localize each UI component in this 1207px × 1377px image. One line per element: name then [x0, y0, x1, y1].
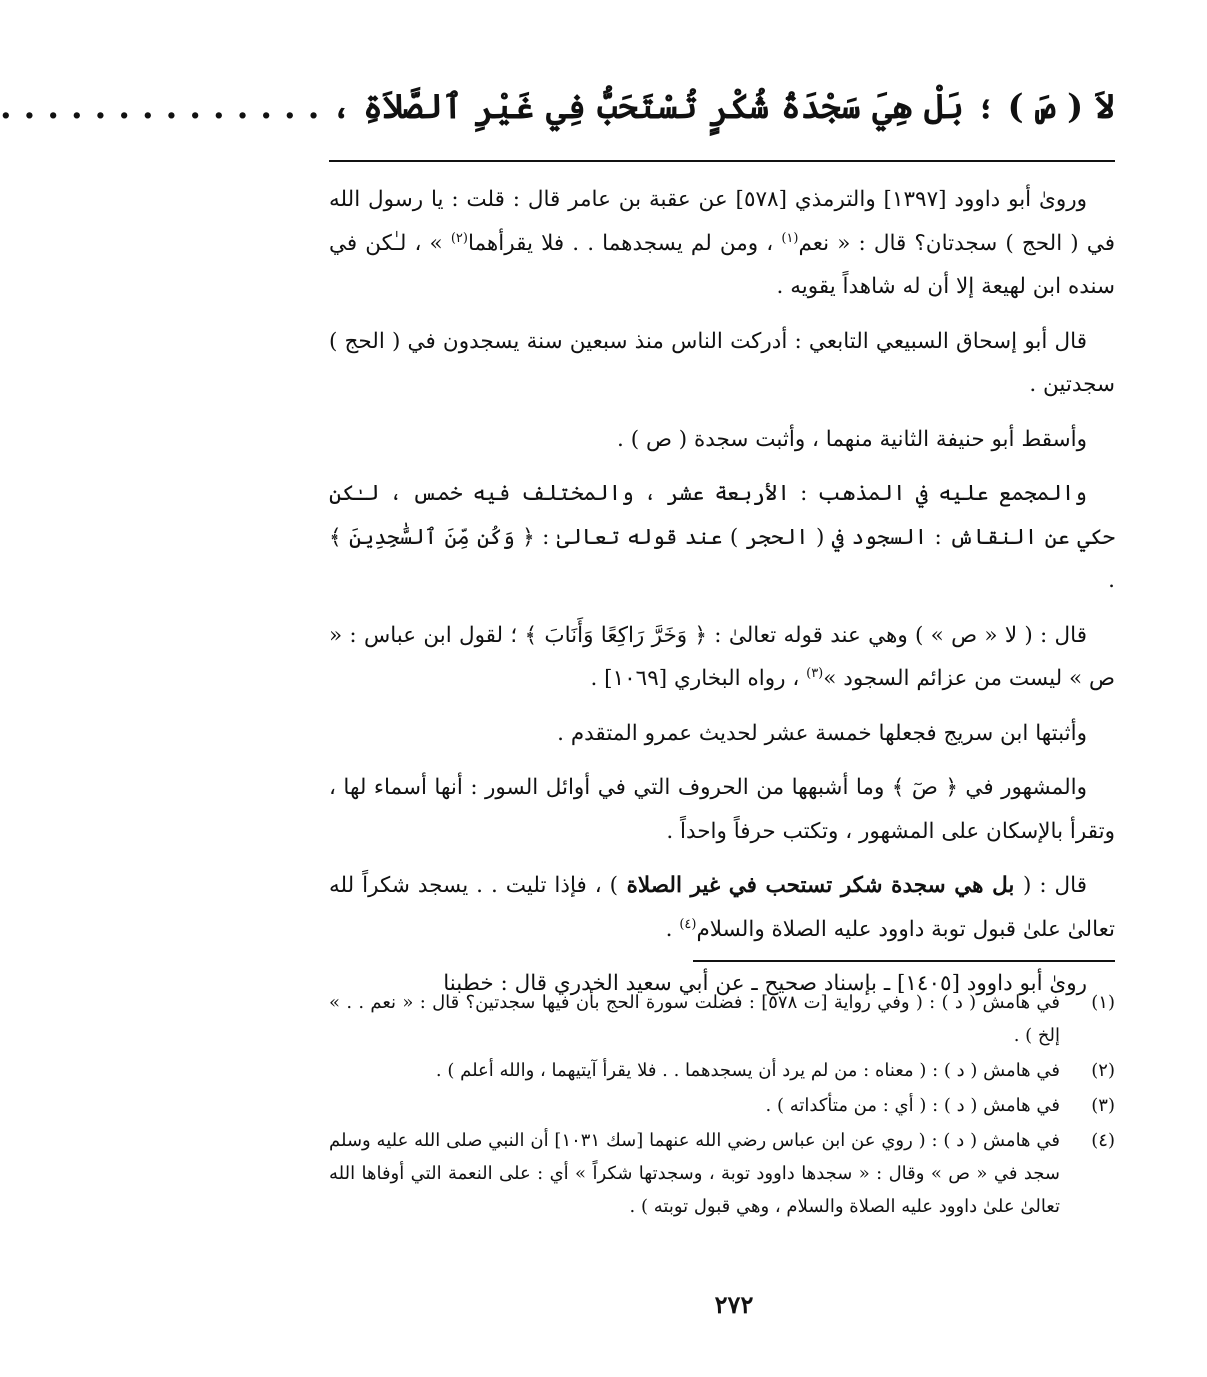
- main-text: [329, 178, 1115, 1017]
- footnote-number: (٣): [1091, 1095, 1115, 1116]
- footnote: [329, 986, 1115, 1052]
- quran-quote: ﴿ وَكُن مِّنَ ٱلسَّٰجِدِينَ ﴾: [329, 524, 543, 550]
- paragraph-6: وأثبتها ابن سريج فجعلها خمسة عشر لحديث عمرو المتقدم .: [557, 720, 1087, 746]
- matn-bold-text: بل هي سجدة شكر تستحب في غير الصلاة: [618, 873, 1023, 898]
- footnote-ref-4[interactable]: (٤): [679, 916, 697, 932]
- quran-quote: ﴿ صٓ ﴾: [884, 775, 966, 800]
- paragraph-5: قال : ( لا « ص » ) وهي عند قوله تعالىٰ : ﴿ وَخَرَّ رَاكِعًا وَأَنَابَ ﴾ ؛ لقول ابن عباس : « ص » ليست من عزائم السجود »$^{(٣)}$ ، رواه البخاري [١٠٦٩] .: [329, 622, 1115, 691]
- paragraph-8: قال : ( بل هي سجدة شكر تستحب في غير الصلاة ) ، فإذا تليت . . يسجد شكراً لله تعالىٰ علىٰ قبول توبة داوود عليه الصلاة والسلام$^{(٤)}$ .: [329, 873, 1115, 942]
- footnote-ref-2[interactable]: (٢): [450, 230, 468, 246]
- paragraph-9: رویٰ أبو داوود [١٤٠٥] ـ بإسناد صحيح ـ عن أبي سعيد الخدري قال : خطبنا: [443, 971, 1087, 996]
- footnote: [329, 1124, 1115, 1223]
- footnote-ref-1[interactable]: (١): [781, 230, 799, 246]
- paragraph-1: ورویٰ أبو داوود [١٣٩٧] والترمذي [٥٧٨] عن عقبة بن عامر قال : قلت : يا رسول الله في ( الحج ) سجدتان؟ قال : « نعم$^{(١)}$ ، ومن لم يسجدهما . . فلا يقرأهما$^{(٢)}$ » ، لـٰكن في سنده ابن لهيعة إلا أن له شاهداً يقويه .: [329, 187, 1115, 299]
- page-number: ٢٧٢: [714, 1290, 754, 1319]
- paragraph-3: وأسقط أبو حنيفة الثانية منهما ، وأثبت سجدة ( ص ) .: [617, 426, 1087, 452]
- footnote-number: (٢): [1091, 1060, 1115, 1081]
- footnote-text: في هامش ( د ) : ( وفي رواية [ت ٥٧٨] : فضلت سورة الحج بأن فيها سجدتين؟ قال : « نعم . . » إلخ ) .: [329, 992, 1060, 1046]
- footnote-text: في هامش ( د ) : ( معناه : من لم يرد أن يسجدهما . . فلا يقرأ آيتيهما ، والله أعلم ) .: [435, 1060, 1060, 1081]
- footnote-number: (٤): [1091, 1130, 1115, 1151]
- footnote: [329, 1089, 1115, 1122]
- quran-quote: ﴿ وَخَرَّ رَاكِعًا وَأَنَابَ ﴾: [517, 622, 715, 648]
- footnote-ref-3[interactable]: (٣): [806, 665, 824, 681]
- footnote: [329, 1054, 1115, 1087]
- footnotes: [329, 986, 1115, 1225]
- paragraph-4: والمجمع عليه في المذهب : الأربعة عشر ، والمختلف فيه خمس ، لـٰكن حكي عن النقاش : السجود في ( الحجر ) عند قوله تعالىٰ : ﴿ وَكُن مِّنَ ٱلسَّٰجِدِينَ ﴾ .: [329, 481, 1115, 593]
- header-rule: [329, 160, 1115, 162]
- footnote-text: في هامش ( د ) : ( أي : من متأكداته ) .: [765, 1095, 1060, 1116]
- running-header: لاَ ( صَ ) ؛ بَلْ هِيَ سَجْدَةُ شُكْرٍ تُسْتَحَبُّ فِي غَيْرِ ٱلصَّلاَةِ ، . . . . . . . . . . . . . .: [0, 87, 1115, 127]
- paragraph-7: والمشهور في ﴿ صٓ ﴾ وما أشبهها من الحروف التي في أوائل السور : أنها أسماء لها ، وتقرأ بالإسكان على المشهور ، وتكتب حرفاً واحداً .: [329, 775, 1115, 844]
- paragraph-2: قال أبو إسحاق السبيعي التابعي : أدركت الناس منذ سبعين سنة يسجدون في ( الحج ) سجدتين .: [329, 328, 1115, 397]
- footnote-text: في هامش ( د ) : ( روي عن ابن عباس رضي الله عنهما [سك ١٠٣١] أن النبي صلى الله عليه وسلم سجد في « ص » وقال : « سجدها داوود توبة ، وسجدتها شكراً » أي : على النعمة التي أوفاها الله تعالىٰ علىٰ داوود عليه الصلاة والسلام ، وهي قبول توبته ) .: [329, 1130, 1060, 1217]
- footnote-rule: [693, 960, 1115, 962]
- footnote-number: (١): [1091, 992, 1115, 1013]
